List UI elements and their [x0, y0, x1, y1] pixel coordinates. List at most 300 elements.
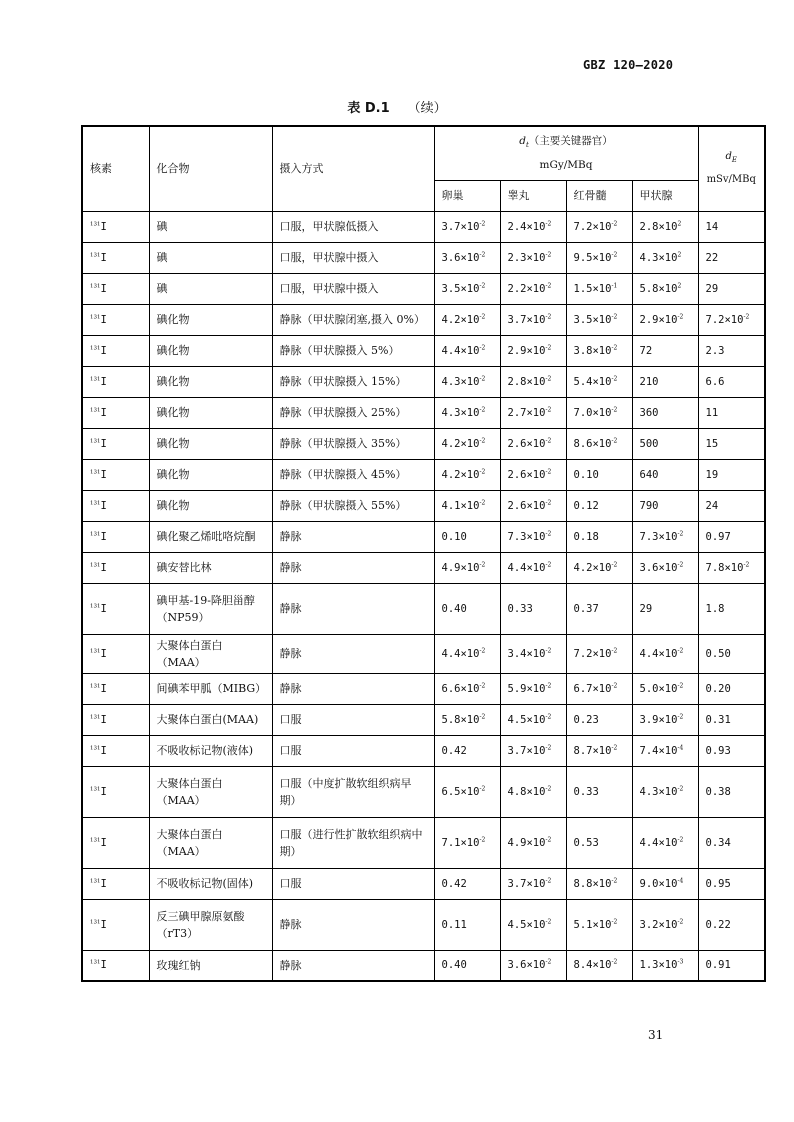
- value-cell: [500, 273, 566, 304]
- mass-number: 131: [90, 251, 101, 258]
- mass-number: 131: [90, 499, 101, 506]
- value-cell: [434, 428, 500, 459]
- value-exponent: -2: [545, 467, 552, 475]
- value-cell: [566, 490, 632, 521]
- intake-cell: 口服（中度扩散软组织病早期）: [272, 766, 434, 817]
- header-compound: 化合物: [149, 126, 272, 211]
- value-mantissa: 0.38: [705, 785, 731, 798]
- value-mantissa: 3.5: [441, 282, 461, 295]
- value-exponent: -2: [479, 784, 486, 792]
- value-exponent: -2: [611, 958, 618, 966]
- value-cell: [434, 273, 500, 304]
- value-mantissa: 72: [639, 344, 653, 357]
- effective-dose-subscript: E: [731, 156, 738, 165]
- value-cell: [434, 397, 500, 428]
- intake-cell: 静脉: [272, 521, 434, 552]
- element-symbol: I: [100, 530, 107, 543]
- value-mantissa: 4.4: [639, 647, 659, 660]
- value-exponent: -2: [479, 281, 486, 289]
- value-mantissa: 2.4: [507, 220, 527, 233]
- value-mantissa: 8.6: [573, 437, 593, 450]
- intake-cell: 静脉（甲状腺摄入 35%）: [272, 428, 434, 459]
- header-intake: 摄入方式: [272, 126, 434, 211]
- mass-number: 131: [90, 744, 101, 751]
- value-cell: [434, 242, 500, 273]
- value-mantissa: 4.4: [639, 836, 659, 849]
- value-exponent: -2: [677, 784, 684, 792]
- intake-cell: 静脉（甲状腺闭塞,摄入 0%）: [272, 304, 434, 335]
- value-mantissa: 5.0: [639, 682, 659, 695]
- element-symbol: I: [100, 647, 107, 660]
- value-exponent: -2: [611, 312, 618, 320]
- times-ten: ×10: [658, 836, 678, 849]
- value-mantissa: 0.33: [507, 602, 533, 615]
- value-exponent: -2: [677, 835, 684, 843]
- value-exponent: -2: [611, 436, 618, 444]
- nuclide-cell: [82, 735, 149, 766]
- mass-number: 131: [90, 785, 101, 792]
- value-exponent: -2: [545, 436, 552, 444]
- value-mantissa: 2.6: [507, 499, 527, 512]
- compound-cell: 反三碘甲腺原氨酸（rT3）: [149, 899, 272, 950]
- value-cell: [434, 521, 500, 552]
- nuclide-cell: [82, 521, 149, 552]
- value-cell: [500, 397, 566, 428]
- value-mantissa: 3.2: [639, 918, 659, 931]
- value-mantissa: 4.2: [441, 313, 461, 326]
- table-row: [82, 950, 765, 981]
- table-row: [82, 273, 765, 304]
- value-mantissa: 7.0: [573, 406, 593, 419]
- value-exponent: -2: [545, 312, 552, 320]
- value-cell: [434, 868, 500, 899]
- value-mantissa: 4.9: [507, 836, 527, 849]
- value-cell: [698, 273, 765, 304]
- value-mantissa: 6.7: [573, 682, 593, 695]
- page-number: 31: [648, 1028, 664, 1042]
- organ-dose-symbol: d: [519, 135, 526, 148]
- table-row: [82, 583, 765, 634]
- times-ten: ×10: [658, 877, 678, 890]
- value-cell: [434, 817, 500, 868]
- times-ten: ×10: [526, 313, 546, 326]
- value-cell: [500, 704, 566, 735]
- nuclide-cell: [82, 366, 149, 397]
- intake-cell: 静脉: [272, 899, 434, 950]
- value-mantissa: 790: [639, 499, 659, 512]
- times-ten: ×10: [526, 344, 546, 357]
- times-ten: ×10: [658, 561, 678, 574]
- value-mantissa: 0.20: [705, 682, 731, 695]
- element-symbol: I: [100, 406, 107, 419]
- value-exponent: -2: [545, 529, 552, 537]
- value-cell: [566, 459, 632, 490]
- compound-cell: 碘化物: [149, 428, 272, 459]
- value-cell: [500, 459, 566, 490]
- times-ten: ×10: [526, 468, 546, 481]
- value-exponent: -2: [545, 219, 552, 227]
- value-mantissa: 0.42: [441, 744, 467, 757]
- table-row: [82, 366, 765, 397]
- value-cell: [632, 950, 698, 981]
- element-symbol: I: [100, 220, 107, 233]
- value-exponent: -2: [545, 281, 552, 289]
- value-cell: [566, 704, 632, 735]
- nuclide-cell: [82, 335, 149, 366]
- compound-cell: 碘化物: [149, 459, 272, 490]
- value-cell: [698, 868, 765, 899]
- value-mantissa: 7.2: [705, 313, 725, 326]
- value-mantissa: 4.5: [507, 918, 527, 931]
- mass-number: 131: [90, 713, 101, 720]
- times-ten: ×10: [460, 375, 480, 388]
- value-mantissa: 0.34: [705, 836, 731, 849]
- value-mantissa: 8.8: [573, 877, 593, 890]
- value-cell: [500, 521, 566, 552]
- table-row: [82, 704, 765, 735]
- compound-cell: 碘: [149, 273, 272, 304]
- value-cell: [632, 211, 698, 242]
- value-exponent: -2: [545, 876, 552, 884]
- element-symbol: I: [100, 713, 107, 726]
- value-mantissa: 5.9: [507, 682, 527, 695]
- value-mantissa: 0.50: [705, 647, 731, 660]
- value-cell: [566, 552, 632, 583]
- value-cell: [632, 704, 698, 735]
- value-mantissa: 3.8: [573, 344, 593, 357]
- value-cell: [632, 397, 698, 428]
- compound-cell: 大聚体白蛋白（MAA）: [149, 766, 272, 817]
- table-row: [82, 552, 765, 583]
- value-cell: [698, 950, 765, 981]
- element-symbol: I: [100, 437, 107, 450]
- intake-cell: 口服，甲状腺低摄入: [272, 211, 434, 242]
- times-ten: ×10: [592, 251, 612, 264]
- value-mantissa: 6.5: [441, 785, 461, 798]
- value-cell: [566, 211, 632, 242]
- value-mantissa: 2.8: [507, 375, 527, 388]
- value-mantissa: 22: [705, 251, 719, 264]
- value-exponent: -2: [611, 405, 618, 413]
- mass-number: 131: [90, 344, 101, 351]
- value-cell: [632, 304, 698, 335]
- table-row: [82, 335, 765, 366]
- times-ten: ×10: [592, 682, 612, 695]
- value-cell: [566, 950, 632, 981]
- times-ten: ×10: [526, 785, 546, 798]
- value-cell: [434, 634, 500, 673]
- value-mantissa: 7.4: [639, 744, 659, 757]
- value-exponent: -2: [743, 312, 750, 320]
- value-exponent: -2: [545, 646, 552, 654]
- dose-coefficient-table: [81, 125, 766, 982]
- times-ten: ×10: [592, 375, 612, 388]
- element-symbol: I: [100, 836, 107, 849]
- value-mantissa: 19: [705, 468, 719, 481]
- times-ten: ×10: [526, 647, 546, 660]
- value-exponent: 2: [677, 250, 682, 258]
- value-cell: [698, 304, 765, 335]
- intake-cell: 静脉: [272, 583, 434, 634]
- value-cell: [434, 552, 500, 583]
- nuclide-cell: [82, 552, 149, 583]
- value-cell: [434, 335, 500, 366]
- times-ten: ×10: [658, 530, 678, 543]
- value-cell: [566, 583, 632, 634]
- times-ten: ×10: [526, 682, 546, 695]
- value-cell: [632, 428, 698, 459]
- value-cell: [632, 521, 698, 552]
- value-mantissa: 0.42: [441, 877, 467, 890]
- element-symbol: I: [100, 313, 107, 326]
- times-ten: ×10: [460, 647, 480, 660]
- standard-id: GBZ 120—2020: [583, 58, 674, 72]
- value-cell: [566, 428, 632, 459]
- value-cell: [632, 242, 698, 273]
- mass-number: 131: [90, 918, 101, 925]
- value-exponent: -2: [677, 312, 684, 320]
- value-cell: [698, 634, 765, 673]
- value-exponent: -2: [677, 529, 684, 537]
- value-mantissa: 4.3: [441, 375, 461, 388]
- intake-cell: 口服（进行性扩散软组织病中期）: [272, 817, 434, 868]
- value-mantissa: 7.8: [705, 561, 725, 574]
- value-mantissa: 0.40: [441, 959, 467, 972]
- value-exponent: -2: [545, 681, 552, 689]
- value-mantissa: 0.10: [441, 530, 467, 543]
- compound-cell: 碘化物: [149, 397, 272, 428]
- value-exponent: -2: [479, 312, 486, 320]
- table-row: [82, 521, 765, 552]
- value-mantissa: 6.6: [705, 375, 725, 388]
- value-mantissa: 1.5: [573, 282, 593, 295]
- table-row: [82, 304, 765, 335]
- value-mantissa: 0.95: [705, 877, 731, 890]
- organ-group-label: （主要关键器官）: [528, 135, 613, 148]
- times-ten: ×10: [526, 220, 546, 233]
- table-row: [82, 490, 765, 521]
- value-mantissa: 500: [639, 437, 659, 450]
- value-cell: [434, 704, 500, 735]
- value-cell: [632, 583, 698, 634]
- mass-number: 131: [90, 220, 101, 227]
- element-symbol: I: [100, 468, 107, 481]
- times-ten: ×10: [592, 918, 612, 931]
- value-cell: [698, 242, 765, 273]
- times-ten: ×10: [592, 647, 612, 660]
- nuclide-cell: [82, 304, 149, 335]
- value-mantissa: 8.7: [573, 744, 593, 757]
- table-row: [82, 868, 765, 899]
- times-ten: ×10: [658, 313, 678, 326]
- value-cell: [566, 868, 632, 899]
- table-caption-continued: （续）: [407, 101, 447, 116]
- element-symbol: I: [100, 918, 107, 931]
- mass-number: 131: [90, 313, 101, 320]
- times-ten: ×10: [526, 406, 546, 419]
- table-row: [82, 428, 765, 459]
- table-row: [82, 817, 765, 868]
- nuclide-cell: [82, 428, 149, 459]
- mass-number: 131: [90, 437, 101, 444]
- header-organ-group: [434, 126, 698, 180]
- value-cell: [698, 397, 765, 428]
- effective-dose-unit: mSv/MBq: [706, 174, 756, 186]
- value-cell: [434, 366, 500, 397]
- value-exponent: -2: [479, 374, 486, 382]
- nuclide-cell: [82, 673, 149, 704]
- compound-cell: 玫瑰红钠: [149, 950, 272, 981]
- times-ten: ×10: [658, 251, 678, 264]
- value-mantissa: 0.18: [573, 530, 599, 543]
- value-exponent: -2: [611, 917, 618, 925]
- header-organ: 红骨髓: [566, 180, 632, 211]
- value-cell: [566, 304, 632, 335]
- mass-number: 131: [90, 375, 101, 382]
- value-mantissa: 29: [639, 602, 653, 615]
- nuclide-cell: [82, 459, 149, 490]
- table-row: [82, 673, 765, 704]
- value-exponent: -4: [677, 876, 684, 884]
- value-exponent: -2: [479, 835, 486, 843]
- compound-cell: 碘化物: [149, 366, 272, 397]
- times-ten: ×10: [658, 682, 678, 695]
- value-mantissa: 1.3: [639, 959, 659, 972]
- times-ten: ×10: [460, 713, 480, 726]
- value-cell: [632, 335, 698, 366]
- intake-cell: 口服，甲状腺中摄入: [272, 273, 434, 304]
- value-cell: [566, 273, 632, 304]
- value-exponent: -2: [545, 917, 552, 925]
- value-exponent: -2: [677, 646, 684, 654]
- value-cell: [434, 735, 500, 766]
- value-mantissa: 9.0: [639, 877, 659, 890]
- value-cell: [698, 899, 765, 950]
- value-exponent: -2: [479, 343, 486, 351]
- value-mantissa: 0.33: [573, 785, 599, 798]
- value-exponent: -3: [677, 958, 684, 966]
- value-mantissa: 6.6: [441, 682, 461, 695]
- table-row: [82, 735, 765, 766]
- times-ten: ×10: [658, 785, 678, 798]
- value-mantissa: 15: [705, 437, 719, 450]
- times-ten: ×10: [460, 499, 480, 512]
- value-exponent: -2: [611, 219, 618, 227]
- value-mantissa: 2.2: [507, 282, 527, 295]
- times-ten: ×10: [526, 959, 546, 972]
- value-cell: [566, 899, 632, 950]
- nuclide-cell: [82, 583, 149, 634]
- mass-number: 131: [90, 647, 101, 654]
- value-mantissa: 0.40: [441, 602, 467, 615]
- value-cell: [698, 490, 765, 521]
- header-organ: 甲状腺: [632, 180, 698, 211]
- times-ten: ×10: [460, 220, 480, 233]
- value-mantissa: 2.3: [705, 344, 725, 357]
- times-ten: ×10: [460, 406, 480, 419]
- times-ten: ×10: [658, 647, 678, 660]
- times-ten: ×10: [460, 468, 480, 481]
- value-cell: [698, 583, 765, 634]
- value-mantissa: 3.6: [507, 959, 527, 972]
- intake-cell: 静脉（甲状腺摄入 25%）: [272, 397, 434, 428]
- value-exponent: -2: [479, 712, 486, 720]
- mass-number: 131: [90, 959, 101, 966]
- table-row: [82, 634, 765, 673]
- value-cell: [632, 273, 698, 304]
- value-mantissa: 5.8: [639, 282, 659, 295]
- times-ten: ×10: [460, 313, 480, 326]
- times-ten: ×10: [460, 344, 480, 357]
- value-cell: [434, 490, 500, 521]
- element-symbol: I: [100, 682, 107, 695]
- nuclide-cell: [82, 766, 149, 817]
- value-mantissa: 4.4: [441, 344, 461, 357]
- times-ten: ×10: [592, 313, 612, 326]
- value-cell: [566, 735, 632, 766]
- value-mantissa: 1.8: [705, 602, 725, 615]
- mass-number: 131: [90, 282, 101, 289]
- value-cell: [698, 766, 765, 817]
- mass-number: 131: [90, 530, 101, 537]
- intake-cell: 口服，甲状腺中摄入: [272, 242, 434, 273]
- value-cell: [698, 459, 765, 490]
- mass-number: 131: [90, 468, 101, 475]
- value-mantissa: 4.3: [639, 251, 659, 264]
- value-mantissa: 4.2: [441, 437, 461, 450]
- times-ten: ×10: [526, 918, 546, 931]
- value-mantissa: 2.3: [507, 251, 527, 264]
- compound-cell: 碘化物: [149, 490, 272, 521]
- compound-cell: 不吸收标记物(固体): [149, 868, 272, 899]
- value-cell: [632, 552, 698, 583]
- times-ten: ×10: [592, 220, 612, 233]
- value-mantissa: 2.9: [507, 344, 527, 357]
- value-cell: [434, 766, 500, 817]
- value-cell: [434, 583, 500, 634]
- value-exponent: -2: [545, 405, 552, 413]
- value-cell: [500, 211, 566, 242]
- value-cell: [566, 335, 632, 366]
- value-mantissa: 360: [639, 406, 659, 419]
- times-ten: ×10: [526, 251, 546, 264]
- value-exponent: -2: [479, 681, 486, 689]
- element-symbol: I: [100, 282, 107, 295]
- value-mantissa: 3.6: [639, 561, 659, 574]
- value-mantissa: 24: [705, 499, 719, 512]
- table-row: [82, 242, 765, 273]
- compound-cell: 碘: [149, 211, 272, 242]
- nuclide-cell: [82, 490, 149, 521]
- value-cell: [434, 304, 500, 335]
- value-exponent: 2: [677, 219, 682, 227]
- nuclide-cell: [82, 704, 149, 735]
- element-symbol: I: [100, 602, 107, 615]
- nuclide-cell: [82, 242, 149, 273]
- effective-dose-symbol: d: [725, 151, 732, 163]
- times-ten: ×10: [526, 713, 546, 726]
- table-row: [82, 899, 765, 950]
- value-mantissa: 7.2: [573, 220, 593, 233]
- value-mantissa: 3.7: [507, 313, 527, 326]
- table-row: [82, 766, 765, 817]
- value-mantissa: 3.7: [507, 877, 527, 890]
- value-cell: [698, 335, 765, 366]
- times-ten: ×10: [658, 282, 678, 295]
- value-cell: [698, 366, 765, 397]
- mass-number: 131: [90, 561, 101, 568]
- value-mantissa: 4.3: [441, 406, 461, 419]
